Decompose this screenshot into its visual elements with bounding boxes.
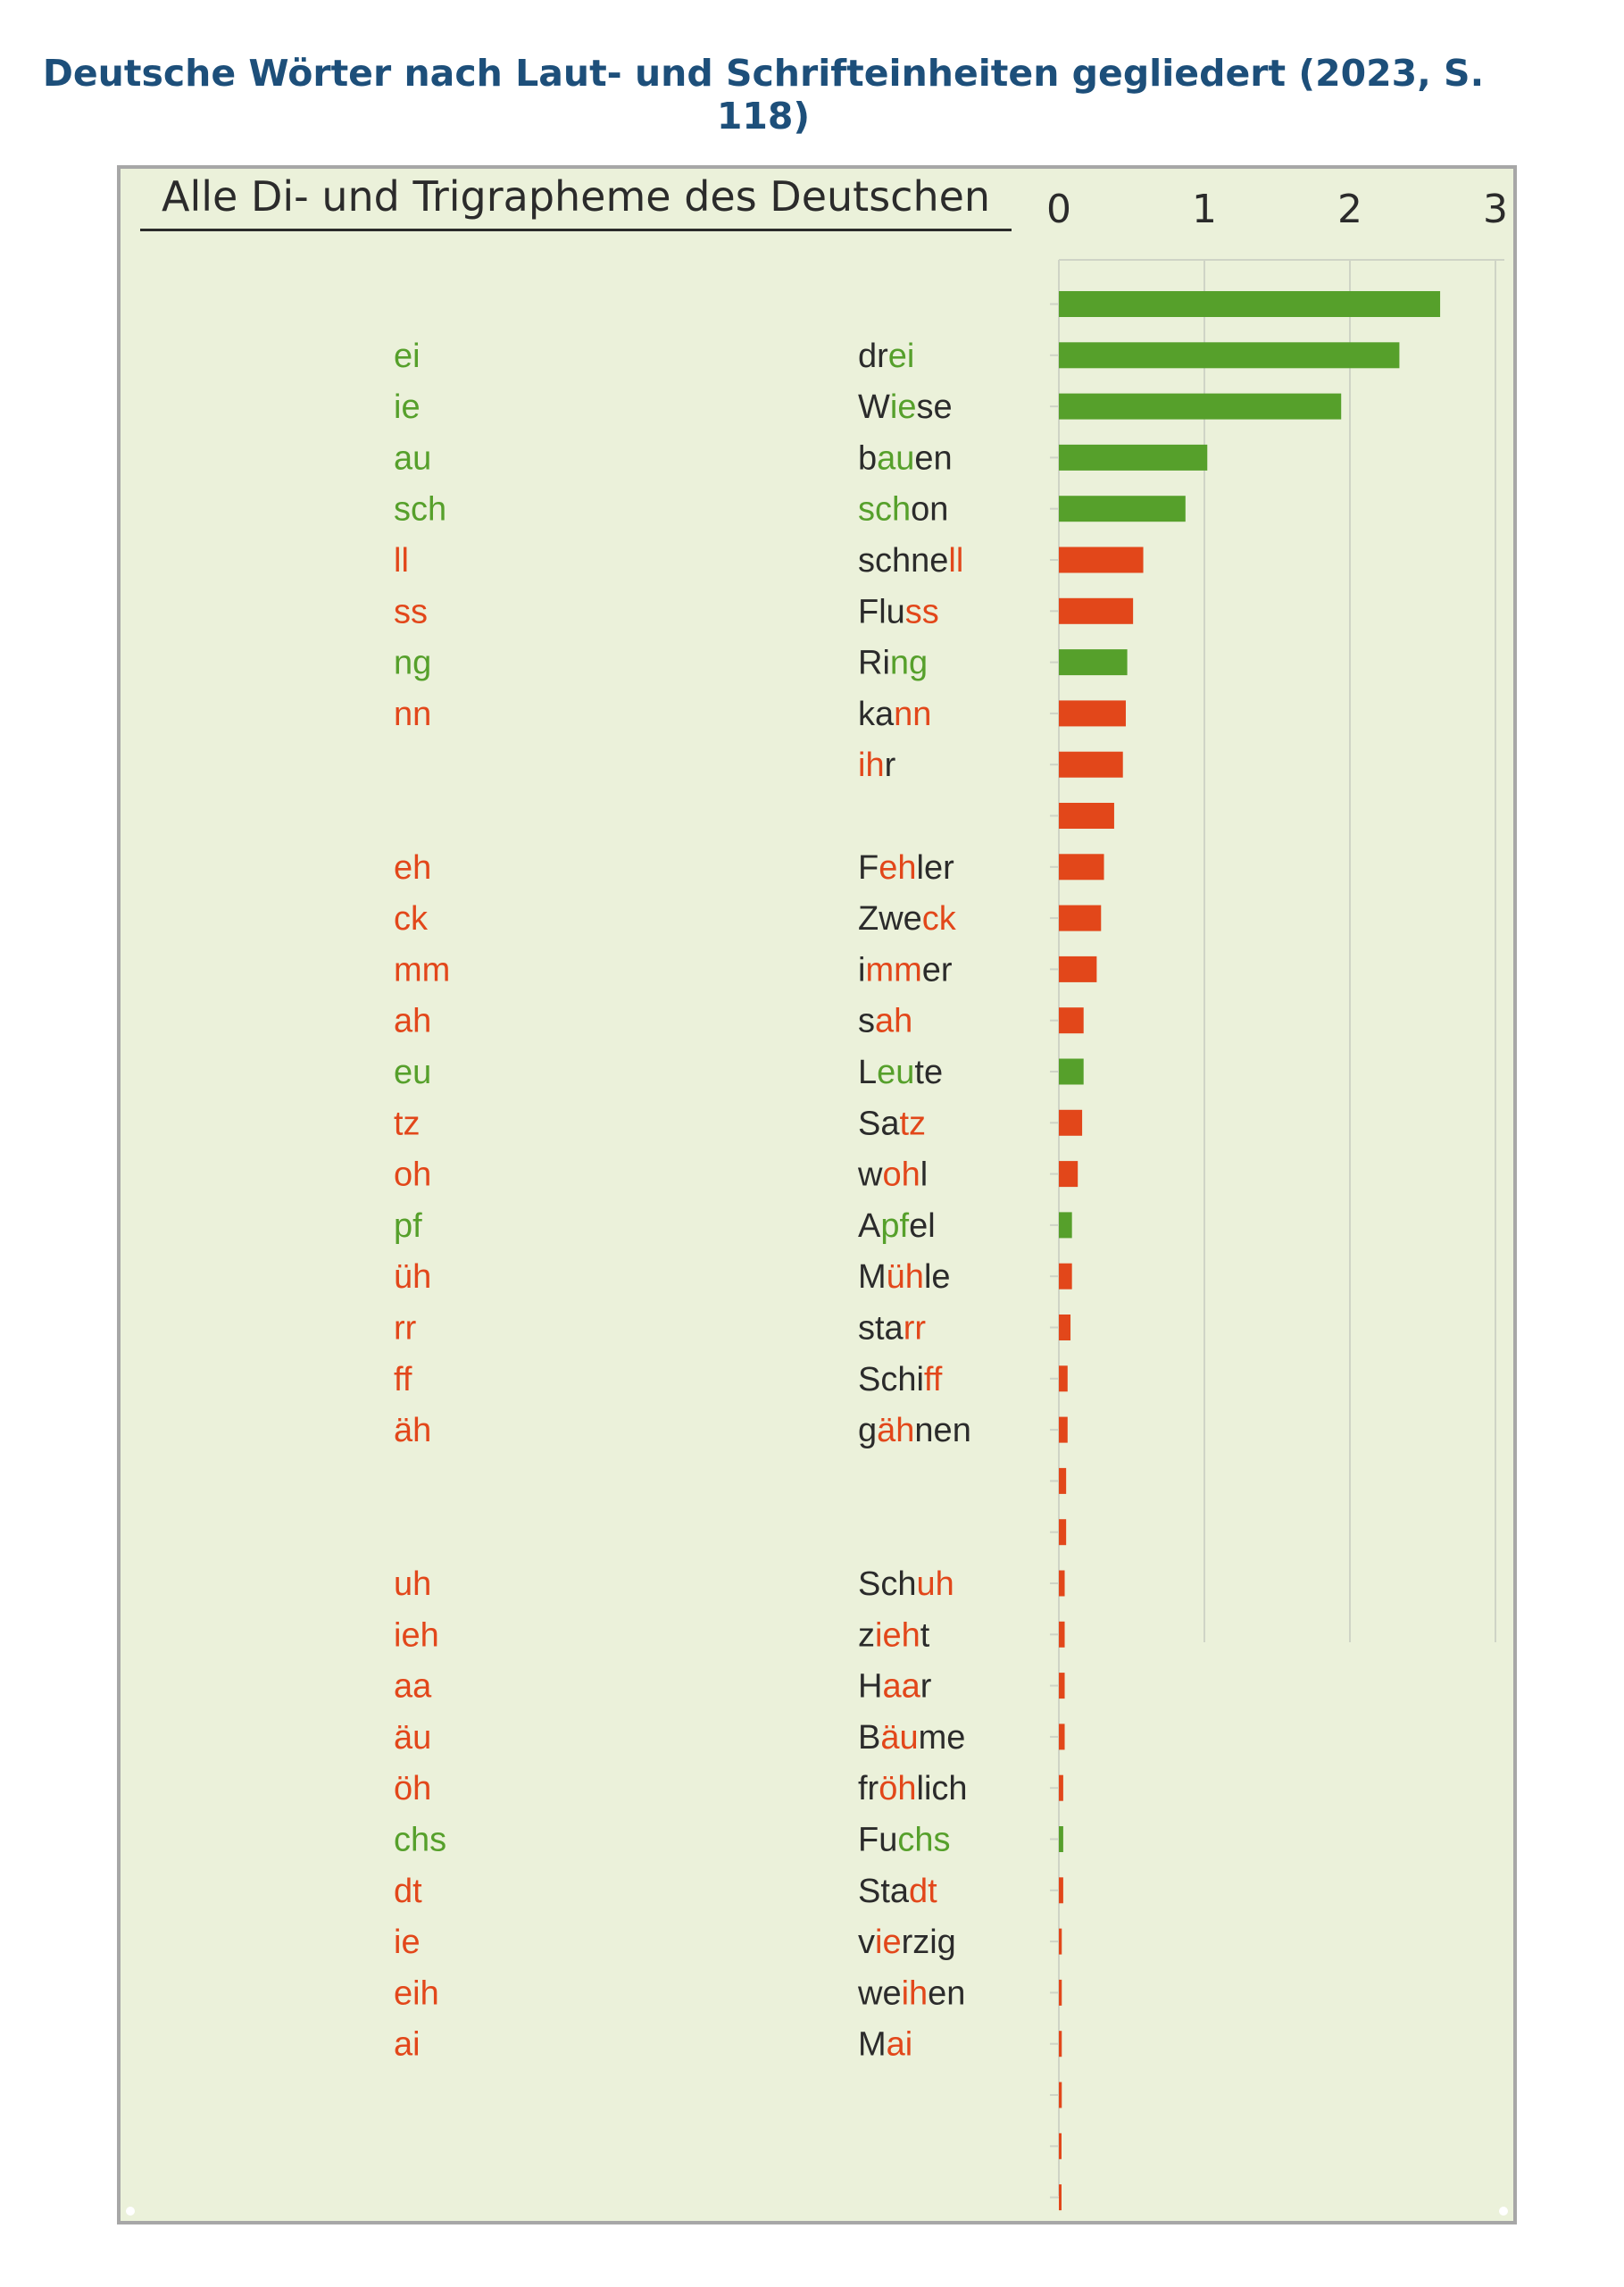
bar bbox=[1059, 394, 1341, 420]
bar bbox=[1059, 1007, 1084, 1033]
example-word-label bbox=[858, 1003, 912, 1040]
word-segment: se bbox=[916, 388, 953, 427]
word-segment: chs bbox=[897, 1821, 951, 1859]
word-segment: Flu bbox=[858, 593, 905, 631]
word-segment: oh bbox=[882, 1156, 920, 1194]
word-segment: g bbox=[858, 1412, 878, 1450]
bar bbox=[1059, 649, 1128, 675]
example-word-label bbox=[858, 1105, 926, 1142]
word-segment: ai bbox=[886, 2025, 913, 2064]
word-segment: üh bbox=[886, 1258, 924, 1297]
bar bbox=[1059, 1775, 1063, 1801]
word-segment: Fu bbox=[858, 1821, 898, 1859]
bar bbox=[1059, 700, 1126, 726]
bar-chart bbox=[121, 169, 1513, 2221]
bar bbox=[1059, 1724, 1065, 1749]
bar bbox=[1059, 1161, 1078, 1187]
word-segment: sta bbox=[858, 1309, 904, 1348]
x-tick-label: 2 bbox=[1337, 187, 1362, 232]
grapheme-label: äu bbox=[394, 1718, 432, 1757]
word-segment: schne bbox=[858, 542, 949, 580]
word-segment: ff bbox=[923, 1360, 943, 1398]
bar bbox=[1059, 1571, 1065, 1597]
bar bbox=[1059, 2133, 1062, 2159]
example-word-label bbox=[858, 491, 948, 529]
word-segment: ss bbox=[904, 593, 939, 631]
word-segment: on bbox=[911, 490, 949, 529]
word-segment: Ri bbox=[858, 644, 890, 682]
example-word-label bbox=[858, 388, 953, 426]
x-tick-label: 3 bbox=[1483, 187, 1508, 232]
bar bbox=[1059, 496, 1186, 522]
word-segment: me bbox=[918, 1718, 966, 1757]
chart-title: Alle Di- und Trigrapheme des Deutschen bbox=[162, 172, 991, 221]
word-segment: Sa bbox=[858, 1105, 900, 1143]
example-word-label bbox=[858, 1054, 943, 1091]
word-segment: W bbox=[858, 388, 890, 427]
bar bbox=[1059, 1264, 1072, 1290]
grapheme-label: ah bbox=[394, 1002, 432, 1040]
example-word-label bbox=[858, 2026, 912, 2064]
word-segment: w bbox=[858, 1156, 883, 1194]
word-segment: en bbox=[914, 439, 953, 478]
example-word-label bbox=[858, 1565, 954, 1603]
bar bbox=[1059, 1929, 1062, 1955]
word-segment: ll bbox=[948, 542, 964, 580]
grapheme-label: üh bbox=[394, 1258, 432, 1297]
grapheme-label: ai bbox=[394, 2025, 421, 2064]
example-word-label bbox=[857, 1156, 928, 1194]
example-word-label bbox=[858, 338, 914, 375]
word-segment: ie bbox=[889, 388, 917, 427]
grapheme-label: au bbox=[394, 439, 432, 478]
grapheme-label: ie bbox=[394, 388, 421, 427]
bar bbox=[1059, 1110, 1082, 1136]
word-segment: Sta bbox=[858, 1872, 910, 1910]
example-word-label bbox=[858, 900, 957, 938]
example-word-label bbox=[858, 645, 928, 682]
word-segment: ih bbox=[901, 1974, 929, 2013]
example-word-label bbox=[858, 747, 896, 784]
word-segment: r bbox=[884, 747, 896, 785]
example-word-label bbox=[858, 1310, 926, 1348]
word-segment: dr bbox=[858, 337, 888, 375]
bar bbox=[1059, 1519, 1066, 1545]
word-segment: t bbox=[920, 1616, 930, 1655]
word-segment: rr bbox=[903, 1309, 927, 1348]
word-segment: v bbox=[858, 1924, 875, 1962]
grapheme-label: eh bbox=[394, 848, 432, 887]
word-segment: ka bbox=[858, 695, 895, 733]
example-word-label bbox=[858, 849, 954, 887]
example-word-label bbox=[858, 1258, 951, 1296]
grapheme-label: ng bbox=[394, 644, 432, 682]
bar bbox=[1059, 291, 1440, 317]
bar bbox=[1059, 547, 1144, 573]
word-segment: pf bbox=[880, 1206, 910, 1245]
word-segment: ih bbox=[858, 747, 885, 785]
word-segment: te bbox=[914, 1054, 944, 1091]
grapheme-label: chs bbox=[394, 1821, 447, 1859]
grapheme-label: ieh bbox=[394, 1616, 439, 1655]
grapheme-label: ss bbox=[394, 593, 428, 631]
bar bbox=[1059, 2184, 1062, 2210]
grapheme-label: aa bbox=[394, 1667, 432, 1706]
word-segment: en bbox=[928, 1974, 966, 2013]
bar bbox=[1059, 342, 1399, 368]
example-word-label bbox=[858, 951, 953, 989]
word-segment: L bbox=[858, 1054, 878, 1091]
bar bbox=[1059, 445, 1207, 471]
example-word-label bbox=[858, 593, 939, 630]
grapheme-label: ei bbox=[394, 337, 421, 375]
bar bbox=[1059, 803, 1114, 829]
grapheme-label: öh bbox=[394, 1770, 432, 1808]
word-segment: B bbox=[858, 1718, 881, 1757]
word-segment: Sch bbox=[858, 1565, 917, 1603]
word-segment: l bbox=[920, 1156, 929, 1194]
word-segment: ck bbox=[921, 900, 956, 939]
bar bbox=[1059, 906, 1101, 931]
word-segment: Schi bbox=[858, 1360, 924, 1398]
word-segment: nen bbox=[914, 1412, 971, 1450]
word-segment: au bbox=[877, 439, 915, 478]
word-segment: ler bbox=[916, 848, 954, 887]
word-segment: F bbox=[858, 848, 879, 887]
grapheme-label: ie bbox=[394, 1924, 421, 1962]
bar bbox=[1059, 598, 1133, 624]
word-segment: Zwe bbox=[858, 900, 922, 939]
bar bbox=[1059, 1468, 1066, 1494]
word-segment: i bbox=[858, 951, 866, 989]
bar bbox=[1059, 2083, 1062, 2108]
word-segment: eu bbox=[877, 1054, 915, 1091]
word-segment: mm bbox=[865, 951, 922, 989]
example-word-label bbox=[858, 1361, 943, 1398]
word-segment: M bbox=[858, 1258, 887, 1297]
grapheme-label: pf bbox=[394, 1206, 422, 1245]
word-segment: s bbox=[858, 1002, 875, 1040]
grapheme-label: ck bbox=[394, 900, 428, 939]
bar bbox=[1059, 1212, 1072, 1238]
word-segment: ng bbox=[889, 644, 929, 682]
grapheme-label: ll bbox=[394, 542, 409, 580]
grapheme-label: äh bbox=[394, 1412, 432, 1450]
bar bbox=[1059, 1622, 1065, 1648]
bar bbox=[1059, 752, 1123, 778]
word-segment: A bbox=[858, 1206, 881, 1245]
grapheme-label: nn bbox=[394, 695, 432, 733]
example-word-label bbox=[858, 1668, 932, 1706]
word-segment: z bbox=[858, 1616, 875, 1655]
example-word-label bbox=[858, 439, 953, 477]
word-segment: ei bbox=[887, 337, 915, 375]
chart-figure bbox=[117, 165, 1517, 2224]
example-word-label bbox=[858, 542, 963, 580]
word-segment: rzig bbox=[901, 1924, 956, 1962]
bar bbox=[1059, 956, 1096, 982]
word-segment: äu bbox=[880, 1718, 919, 1757]
grapheme-label: oh bbox=[394, 1156, 432, 1194]
grapheme-label: tz bbox=[394, 1105, 421, 1143]
bar bbox=[1059, 854, 1104, 880]
bar bbox=[1059, 1980, 1062, 2006]
word-segment: öh bbox=[879, 1770, 917, 1808]
example-word-label bbox=[858, 1412, 971, 1449]
grapheme-label: uh bbox=[394, 1565, 432, 1603]
grapheme-label: dt bbox=[394, 1872, 422, 1910]
word-segment: ieh bbox=[875, 1616, 920, 1655]
bar bbox=[1059, 1877, 1063, 1903]
word-segment: le bbox=[923, 1258, 951, 1297]
grapheme-label: eih bbox=[394, 1974, 439, 2013]
word-segment: eh bbox=[879, 848, 917, 887]
bar bbox=[1059, 1673, 1065, 1699]
x-tick-label: 0 bbox=[1046, 187, 1071, 232]
example-word-label bbox=[857, 1974, 965, 2012]
example-word-label bbox=[858, 1616, 930, 1654]
word-segment: M bbox=[858, 2025, 887, 2064]
bar bbox=[1059, 2031, 1062, 2057]
example-word-label bbox=[858, 1770, 968, 1807]
word-segment: r bbox=[920, 1667, 932, 1706]
word-segment: sch bbox=[858, 490, 912, 529]
grapheme-label: mm bbox=[394, 951, 451, 989]
example-word-label bbox=[858, 1873, 937, 1910]
word-segment: tz bbox=[899, 1105, 927, 1143]
grapheme-label: sch bbox=[394, 490, 447, 529]
example-word-label bbox=[858, 1924, 956, 1961]
example-word-label bbox=[858, 1207, 936, 1245]
word-segment: we bbox=[858, 1974, 902, 2013]
word-segment: H bbox=[858, 1667, 883, 1706]
x-tick-label: 1 bbox=[1192, 187, 1217, 232]
bar bbox=[1059, 1826, 1063, 1852]
grapheme-label: eu bbox=[394, 1054, 432, 1091]
word-segment: uh bbox=[916, 1565, 954, 1603]
page-title: Deutsche Wörter nach Laut- und Schrifteinheiten gegliedert (2023, S. 118) bbox=[42, 52, 1485, 138]
word-segment: fr bbox=[858, 1770, 879, 1808]
word-segment: lich bbox=[916, 1770, 968, 1808]
grapheme-label: rr bbox=[394, 1309, 417, 1348]
example-word-label bbox=[858, 696, 931, 733]
word-segment: ah bbox=[875, 1002, 913, 1040]
word-segment: äh bbox=[877, 1412, 915, 1450]
word-segment: nn bbox=[894, 695, 932, 733]
word-segment: er bbox=[921, 951, 953, 989]
grapheme-label: ff bbox=[394, 1360, 412, 1398]
word-segment: b bbox=[858, 439, 878, 478]
bar bbox=[1059, 1315, 1070, 1340]
bar bbox=[1059, 1365, 1068, 1391]
word-segment: el bbox=[909, 1206, 936, 1245]
word-segment: dt bbox=[909, 1872, 937, 1910]
example-word-label bbox=[858, 1822, 951, 1859]
example-word-label bbox=[858, 1719, 965, 1757]
word-segment: ie bbox=[875, 1924, 902, 1962]
bar bbox=[1059, 1417, 1068, 1443]
word-segment: aa bbox=[882, 1667, 920, 1706]
bar bbox=[1059, 1059, 1084, 1085]
